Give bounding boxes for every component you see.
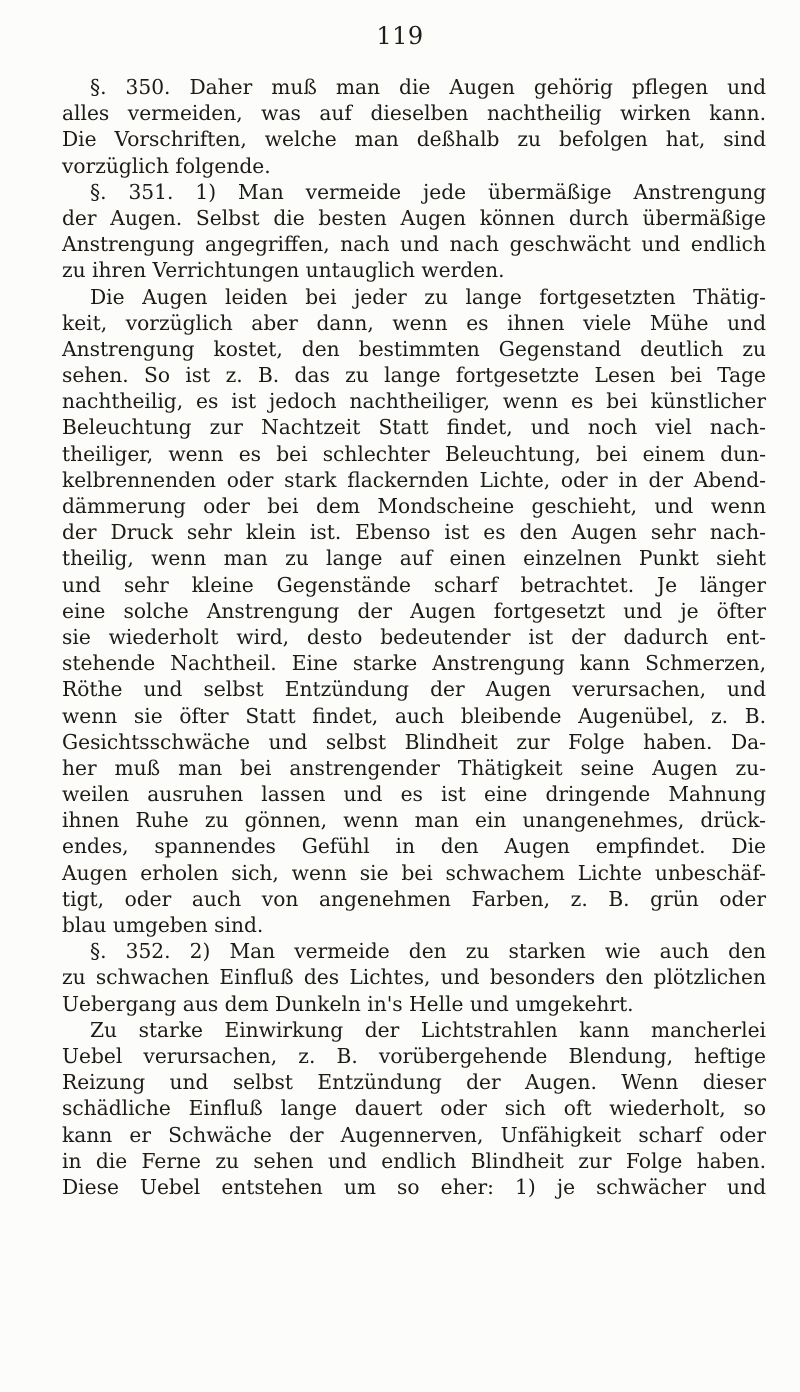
text-line: zu schwachen Einfluß des Lichtes, und besonders den plötzlichen — [62, 965, 766, 990]
text-line: §. 352. 2) Man vermeide den zu starken wie auch den — [90, 939, 766, 964]
text-line: alles vermeiden, was auf dieselben nachtheilig wirken kann. — [62, 101, 766, 126]
text-line: §. 351. 1) Man vermeide jede übermäßige Anstrengung — [90, 179, 766, 204]
text-line: Augen erholen sich, wenn sie bei schwachem Lichte unbeschäf- — [62, 860, 766, 885]
text-line: sehen. So ist z. B. das zu lange fortgesetzte Lesen bei Tage — [62, 363, 766, 388]
text-line: Röthe und selbst Entzündung der Augen verursachen, und — [62, 677, 766, 702]
text-line: Gesichtsschwäche und selbst Blindheit zur Folge haben. Da- — [62, 729, 766, 754]
text-line: Anstrengung angegriffen, nach und nach geschwächt und endlich — [62, 232, 766, 257]
text-line: zu ihren Verrichtungen untauglich werden. — [62, 258, 505, 283]
text-line: Uebel verursachen, z. B. vorübergehende Blendung, heftige — [62, 1043, 766, 1068]
text-line: der Augen. Selbst die besten Augen können durch übermäßige — [62, 205, 766, 230]
text-line: ihnen Ruhe zu gönnen, wenn man ein unangenehmes, drück- — [62, 808, 766, 833]
text-line: theilig, wenn man zu lange auf einen einzelnen Punkt sieht — [62, 546, 766, 571]
text-line: Reizung und selbst Entzündung der Augen. Wenn dieser — [62, 1070, 766, 1095]
text-line: Beleuchtung zur Nachtzeit Statt findet, und noch viel nach- — [62, 415, 766, 440]
text-line: und sehr kleine Gegenstände scharf betrachtet. Je länger — [62, 572, 766, 597]
text-line: in die Ferne zu sehen und endlich Blindheit zur Folge haben. — [62, 1148, 766, 1173]
text-line: dämmerung oder bei dem Mondscheine geschieht, und wenn — [62, 494, 766, 518]
page-number: 119 — [376, 22, 424, 50]
text-line: Uebergang aus dem Dunkeln in's Helle und umgekehrt. — [62, 991, 634, 1016]
text-line: vorzüglich folgende. — [62, 153, 271, 178]
text-line: kann er Schwäche der Augennerven, Unfähigkeit scharf oder — [62, 1122, 766, 1147]
text-line: endes, spannendes Gefühl in den Augen empfindet. Die — [62, 834, 766, 859]
text-line: Diese Uebel entstehen um so eher: 1) je schwächer und — [62, 1174, 766, 1199]
text-line: weilen ausruhen lassen und es ist eine dringende Mahnung — [62, 782, 766, 807]
text-line: blau umgeben sind. — [62, 913, 264, 937]
body-text — [62, 74, 766, 1200]
text-line: Die Vorschriften, welche man deßhalb zu befolgen hat, sind — [62, 127, 766, 152]
text-line: wenn sie öfter Statt findet, auch bleibende Augenübel, z. B. — [62, 703, 766, 728]
text-line: Die Augen leiden bei jeder zu lange fortgesetzten Thätig- — [90, 284, 766, 309]
text-line: keit, vorzüglich aber dann, wenn es ihnen viele Mühe und — [62, 310, 766, 335]
text-line: stehende Nachtheil. Eine starke Anstrengung kann Schmerzen, — [62, 651, 766, 676]
text-line: schädliche Einfluß lange dauert oder sich oft wiederholt, so — [62, 1096, 766, 1121]
text-line: tigt, oder auch von angenehmen Farben, z. B. grün oder — [62, 886, 766, 911]
text-line: §. 350. Daher muß man die Augen gehörig pflegen und — [90, 75, 766, 99]
text-line: sie wiederholt wird, desto bedeutender ist der dadurch ent- — [62, 624, 766, 649]
text-line: Zu starke Einwirkung der Lichtstrahlen kann mancherlei — [90, 1017, 766, 1042]
text-line: nachtheilig, es ist jedoch nachtheiliger, wenn es bei künstlicher — [62, 389, 766, 414]
text-line: her muß man bei anstrengender Thätigkeit seine Augen zu- — [62, 755, 766, 780]
text-line: der Druck sehr klein ist. Ebenso ist es den Augen sehr nach- — [62, 520, 766, 545]
text-line: theiliger, wenn es bei schlechter Beleuchtung, bei einem dun- — [62, 441, 766, 466]
text-line: kelbrennenden oder stark flackernden Lichte, oder in der Abend- — [62, 467, 766, 492]
text-line: Anstrengung kostet, den bestimmten Gegenstand deutlich zu — [62, 336, 766, 361]
text-line: eine solche Anstrengung der Augen fortgesetzt und je öfter — [62, 598, 766, 623]
